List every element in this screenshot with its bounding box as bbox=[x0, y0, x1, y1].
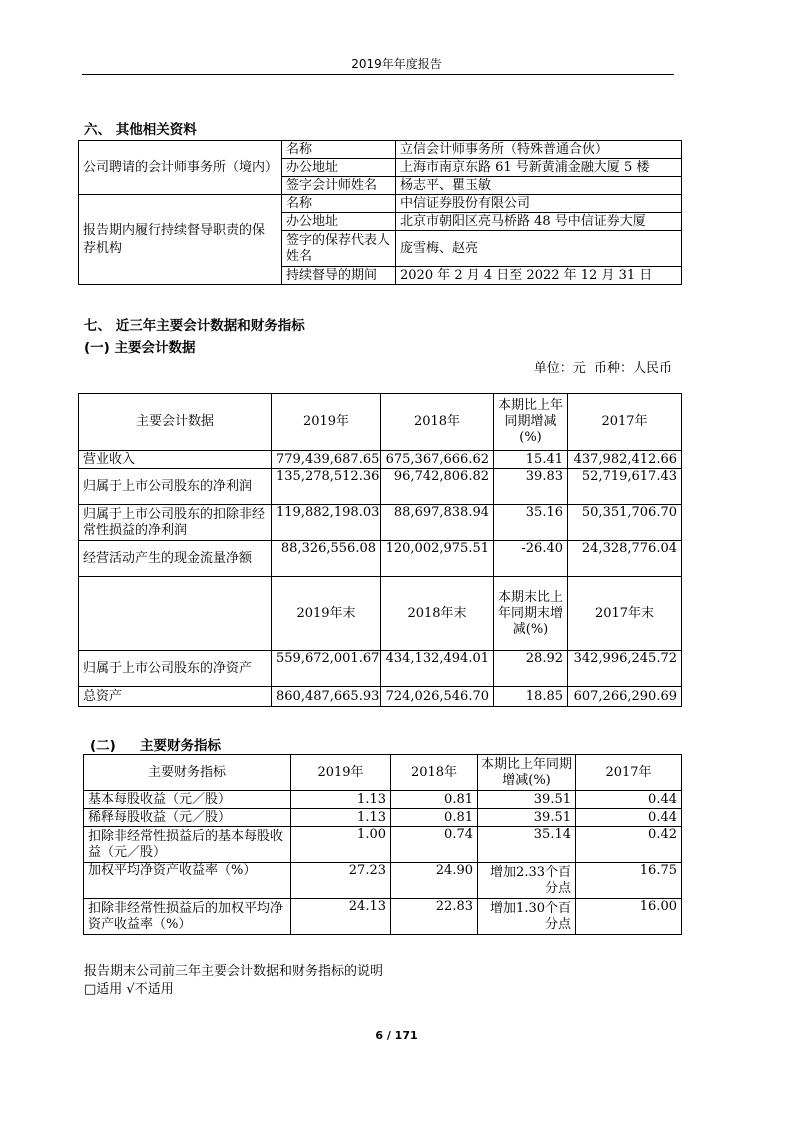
row-label: 营业收入 bbox=[79, 451, 272, 469]
row-label: 归属于上市公司股东的扣除非经常性损益的净利润 bbox=[79, 505, 272, 541]
cell: 0.74 bbox=[391, 827, 478, 863]
sponsor-value: 庞雪梅、赵亮 bbox=[396, 231, 682, 267]
cell: 24,328,776.04 bbox=[568, 541, 682, 577]
cell: -26.40 bbox=[494, 541, 568, 577]
table-header-row bbox=[79, 394, 682, 451]
auditor-key: 办公地址 bbox=[282, 159, 396, 177]
row-label: 基本每股收益（元／股） bbox=[84, 791, 291, 809]
sponsor-key: 名称 bbox=[282, 195, 396, 213]
table-row bbox=[84, 863, 682, 899]
table-header-row bbox=[84, 755, 682, 791]
table-row bbox=[84, 899, 682, 935]
table-row bbox=[79, 469, 682, 505]
table-row bbox=[79, 195, 682, 213]
cell: 675,367,666.62 bbox=[381, 451, 494, 469]
sponsor-key: 持续督导的期间 bbox=[282, 267, 396, 285]
cell: 0.44 bbox=[576, 791, 682, 809]
section6-heading: 六、 其他相关资料 bbox=[84, 122, 197, 138]
row-label: 扣除非经常性损益后的加权平均净资产收益率（%） bbox=[84, 899, 291, 935]
col-header: 2019年末 bbox=[272, 577, 381, 651]
col-header: 本期比上年同期增减(%) bbox=[494, 394, 568, 451]
sponsor-key: 签字的保荐代表人姓名 bbox=[282, 231, 396, 267]
accounting-data-table bbox=[78, 393, 682, 707]
col-header bbox=[79, 577, 272, 651]
cell: 860,487,665.93 bbox=[272, 687, 381, 707]
col-header: 2019年 bbox=[272, 394, 381, 451]
col-header: 主要财务指标 bbox=[84, 755, 291, 791]
cell: 35.14 bbox=[478, 827, 576, 863]
cell: 342,996,245.72 bbox=[568, 651, 682, 687]
cell: 607,266,290.69 bbox=[568, 687, 682, 707]
cell: 39.51 bbox=[478, 809, 576, 827]
cell: 24.13 bbox=[291, 899, 391, 935]
cell: 35.16 bbox=[494, 505, 568, 541]
applicability-checkbox: □适用 √不适用 bbox=[84, 982, 174, 997]
auditor-value: 立信会计师事务所（特殊普通合伙） bbox=[396, 141, 682, 159]
col-header: 2018年 bbox=[391, 755, 478, 791]
col-header: 本期比上年同期增减(%) bbox=[478, 755, 576, 791]
cell: 50,351,706.70 bbox=[568, 505, 682, 541]
sponsor-value: 中信证券股份有限公司 bbox=[396, 195, 682, 213]
page-number: 6 / 171 bbox=[375, 1029, 418, 1042]
cell: 16.00 bbox=[576, 899, 682, 935]
row-label: 经营活动产生的现金流量净额 bbox=[79, 541, 272, 577]
section7-heading: 七、 近三年主要会计数据和财务指标 bbox=[84, 318, 305, 334]
page-header: 2019年年度报告 bbox=[351, 57, 442, 71]
row-label: 归属于上市公司股东的净资产 bbox=[79, 651, 272, 687]
cell: 1.13 bbox=[291, 791, 391, 809]
cell: 0.81 bbox=[391, 791, 478, 809]
cell: 88,326,556.08 bbox=[272, 541, 381, 577]
cell: 22.83 bbox=[391, 899, 478, 935]
sponsor-key: 办公地址 bbox=[282, 213, 396, 231]
cell: 0.81 bbox=[391, 809, 478, 827]
other-info-table bbox=[78, 140, 682, 285]
col-header: 2017年 bbox=[568, 394, 682, 451]
table-header-row bbox=[79, 577, 682, 651]
table-row bbox=[79, 505, 682, 541]
auditor-label: 公司聘请的会计师事务所（境内） bbox=[79, 141, 282, 195]
unit-label: 单位：元 币种：人民币 bbox=[533, 361, 672, 376]
auditor-value: 杨志平、瞿玉敏 bbox=[396, 177, 682, 195]
cell: 779,439,687.65 bbox=[272, 451, 381, 469]
cell: 增加2.33个百分点 bbox=[478, 863, 576, 899]
row-label: 稀释每股收益（元／股） bbox=[84, 809, 291, 827]
cell: 119,882,198.03 bbox=[272, 505, 381, 541]
cell: 增加1.30个百分点 bbox=[478, 899, 576, 935]
cell: 434,132,494.01 bbox=[381, 651, 494, 687]
subsection2-heading: 主要财务指标 bbox=[140, 738, 221, 754]
col-header: 2019年 bbox=[291, 755, 391, 791]
row-label: 总资产 bbox=[79, 687, 272, 707]
cell: 88,697,838.94 bbox=[381, 505, 494, 541]
cell: 120,002,975.51 bbox=[381, 541, 494, 577]
sponsor-label: 报告期内履行持续督导职责的保荐机构 bbox=[79, 195, 282, 285]
sponsor-value: 北京市朝阳区亮马桥路 48 号中信证券大厦 bbox=[396, 213, 682, 231]
cell: 0.42 bbox=[576, 827, 682, 863]
auditor-key: 名称 bbox=[282, 141, 396, 159]
row-label: 归属于上市公司股东的净利润 bbox=[79, 469, 272, 505]
col-header: 2017年末 bbox=[568, 577, 682, 651]
cell: 724,026,546.70 bbox=[381, 687, 494, 707]
cell: 16.75 bbox=[576, 863, 682, 899]
auditor-value: 上海市南京东路 61 号新黄浦金融大厦 5 楼 bbox=[396, 159, 682, 177]
explanation-note: 报告期末公司前三年主要会计数据和财务指标的说明 bbox=[84, 964, 384, 979]
col-header: 本期末比上年同期末增减(%) bbox=[494, 577, 568, 651]
cell: 28.92 bbox=[494, 651, 568, 687]
table-row bbox=[79, 451, 682, 469]
cell: 52,719,617.43 bbox=[568, 469, 682, 505]
table-row bbox=[84, 809, 682, 827]
cell: 1.13 bbox=[291, 809, 391, 827]
cell: 39.83 bbox=[494, 469, 568, 505]
header-divider bbox=[82, 74, 674, 75]
table-row bbox=[79, 651, 682, 687]
subsection1-heading: (一) 主要会计数据 bbox=[84, 340, 196, 356]
col-header: 主要会计数据 bbox=[79, 394, 272, 451]
col-header: 2017年 bbox=[576, 755, 682, 791]
cell: 15.41 bbox=[494, 451, 568, 469]
col-header: 2018年末 bbox=[381, 577, 494, 651]
table-row bbox=[84, 827, 682, 863]
cell: 559,672,001.67 bbox=[272, 651, 381, 687]
table-row bbox=[79, 141, 682, 159]
sponsor-value: 2020 年 2 月 4 日至 2022 年 12 月 31 日 bbox=[396, 267, 682, 285]
table-row bbox=[79, 687, 682, 707]
table-row bbox=[84, 791, 682, 809]
cell: 27.23 bbox=[291, 863, 391, 899]
cell: 18.85 bbox=[494, 687, 568, 707]
cell: 135,278,512.36 bbox=[272, 469, 381, 505]
auditor-key: 签字会计师姓名 bbox=[282, 177, 396, 195]
cell: 24.90 bbox=[391, 863, 478, 899]
cell: 437,982,412.66 bbox=[568, 451, 682, 469]
cell: 1.00 bbox=[291, 827, 391, 863]
cell: 39.51 bbox=[478, 791, 576, 809]
cell: 0.44 bbox=[576, 809, 682, 827]
financial-indicators-table bbox=[83, 754, 682, 935]
cell: 96,742,806.82 bbox=[381, 469, 494, 505]
row-label: 加权平均净资产收益率（%） bbox=[84, 863, 291, 899]
col-header: 2018年 bbox=[381, 394, 494, 451]
row-label: 扣除非经常性损益后的基本每股收益（元／股） bbox=[84, 827, 291, 863]
subsection2-number: (二) bbox=[90, 738, 116, 754]
table-row bbox=[79, 541, 682, 577]
